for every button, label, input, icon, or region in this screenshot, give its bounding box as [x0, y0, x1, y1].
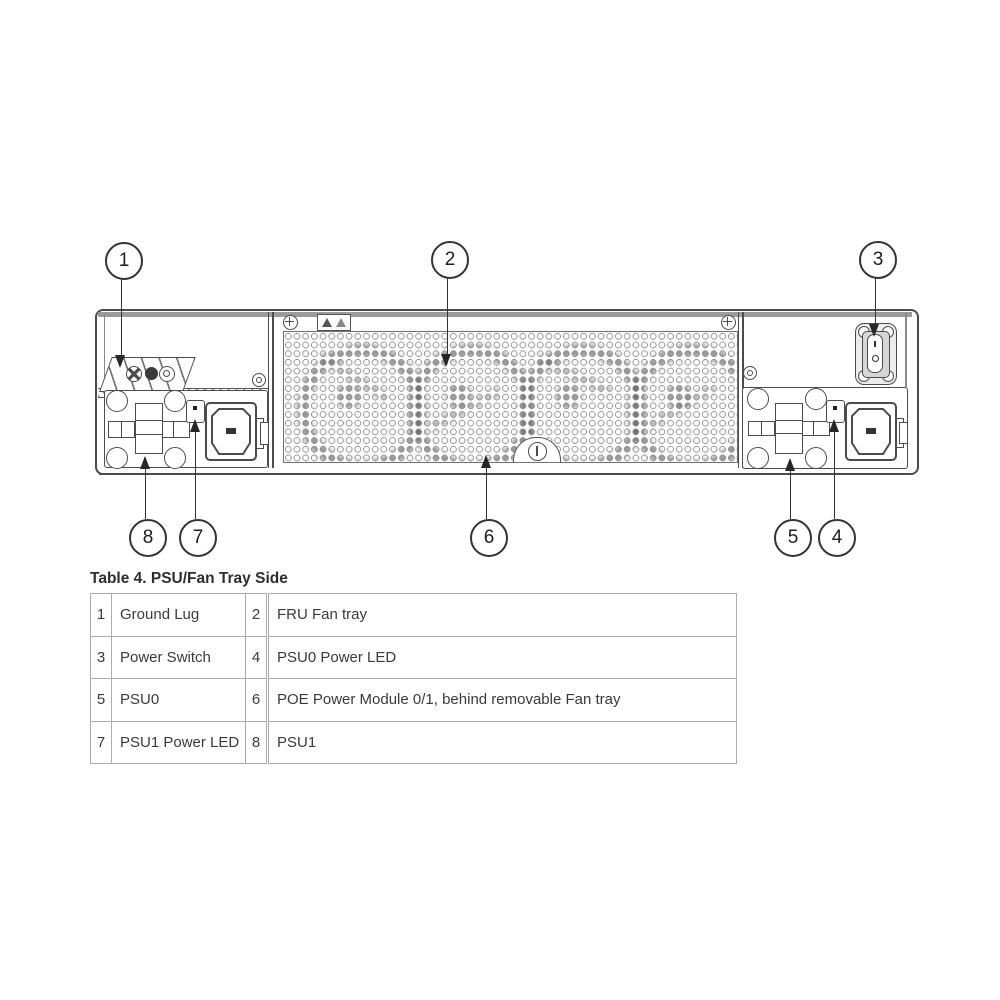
callout-8-label: 8: [142, 527, 154, 548]
psu1-handle-grip: [135, 403, 163, 454]
cell-label: PSU0 Power LED: [268, 636, 737, 679]
callout-6-arrow-line: [486, 467, 488, 519]
psu1-screw-hole: [164, 447, 186, 469]
psu0-module: [742, 387, 908, 469]
callout-2-arrow-line: [447, 275, 449, 355]
warning-triangle-icon: [336, 318, 346, 327]
handle-cross-line: [776, 433, 802, 434]
cell-callout-number: 1: [91, 594, 112, 637]
psu1-screw-hole: [164, 390, 186, 412]
psu0-screw-hole: [747, 447, 769, 469]
callout-5-label: 5: [787, 527, 799, 548]
cell-label: PSU0: [112, 679, 246, 722]
chassis-rear-panel: [95, 309, 919, 475]
callout-5: [774, 519, 812, 557]
psu0-screw-hole: [805, 388, 827, 410]
warning-label: [317, 314, 351, 331]
cell-callout-number: 3: [91, 636, 112, 679]
cell-label: Power Switch: [112, 636, 246, 679]
cell-callout-number: 5: [91, 679, 112, 722]
callout-2-label: 2: [444, 249, 456, 270]
callout-1: [105, 242, 143, 280]
callout-7-label: 7: [192, 527, 204, 548]
legend-table: [90, 593, 737, 764]
psu1-screw-hole: [106, 447, 128, 469]
grille-perforation-pattern: [284, 332, 737, 462]
handle-cross-line: [136, 420, 162, 421]
chassis-right-inner-wall: [905, 313, 907, 387]
chassis-top-rail: [98, 312, 912, 317]
fan-tray-left-divider-inner: [272, 312, 274, 468]
table-row: [91, 594, 737, 637]
callout-3-arrowhead-icon: [869, 324, 879, 337]
callout-1-label: 1: [118, 250, 130, 271]
power-off-icon: [872, 355, 879, 362]
cell-callout-number: 6: [246, 679, 268, 722]
callout-8: [129, 519, 167, 557]
handle-segment-line: [813, 422, 814, 435]
power-on-icon: [874, 341, 876, 347]
callout-5-arrow-line: [790, 470, 792, 519]
psu0-ac-inlet: [845, 402, 897, 461]
psu1-inlet-nub: [260, 422, 269, 445]
led-dot-icon: [193, 406, 198, 411]
cell-label: FRU Fan tray: [268, 594, 737, 637]
psu1-ac-inlet: [205, 402, 257, 461]
handle-segment-line: [121, 422, 122, 437]
panel-screw-left-icon: [252, 373, 266, 387]
callout-3: [859, 241, 897, 279]
psu0-screw-hole: [747, 388, 769, 410]
table-row: [91, 636, 737, 679]
power-switch-rocker: [867, 334, 883, 373]
callout-1-arrowhead-icon: [115, 355, 125, 368]
callout-2: [431, 241, 469, 279]
ground-lug-screw-icon: [126, 366, 142, 382]
ground-lug-washer-icon: [159, 366, 175, 382]
led-dot-icon: [833, 406, 838, 411]
callout-2-arrowhead-icon: [441, 354, 451, 367]
handle-cross-line: [776, 420, 802, 421]
handle-segment-line: [173, 422, 174, 437]
table-row: [91, 679, 737, 722]
psu0-handle-grip: [775, 403, 803, 454]
callout-1-arrow-line: [121, 276, 123, 356]
callout-3-label: 3: [872, 249, 884, 270]
callout-6: [470, 519, 508, 557]
handle-cross-line: [136, 434, 162, 435]
fan-tray-grille: [283, 331, 738, 463]
cell-label: Ground Lug: [112, 594, 246, 637]
table-row: [91, 721, 737, 764]
handle-segment-line: [761, 422, 762, 435]
cell-label: PSU1: [268, 721, 737, 764]
cell-label: PSU1 Power LED: [112, 721, 246, 764]
callout-7-arrow-line: [195, 431, 197, 519]
power-switch-bezel: [862, 331, 890, 378]
psu0-inlet-nub: [899, 422, 908, 444]
callout-3-arrow-line: [875, 275, 877, 325]
fan-tray-screw-left-icon: [283, 315, 298, 330]
callout-4-label: 4: [831, 527, 843, 548]
callout-4: [818, 519, 856, 557]
callout-8-arrow-line: [145, 468, 147, 519]
cell-label: POE Power Module 0/1, behind removable Fan tray: [268, 679, 737, 722]
fan-tray-screw-right-icon: [721, 315, 736, 330]
cell-callout-number: 4: [246, 636, 268, 679]
callout-4-arrow-line: [834, 431, 836, 519]
psu1-module: [104, 390, 268, 468]
fan-tray-thumbscrew-icon: [528, 442, 547, 461]
ground-lug-stud-icon: [145, 367, 158, 380]
panel-screw-right-icon: [743, 366, 757, 380]
warning-triangle-icon: [322, 318, 332, 327]
table-caption: Table 4. PSU/Fan Tray Side: [90, 570, 288, 587]
psu1-screw-hole: [106, 390, 128, 412]
cell-callout-number: 8: [246, 721, 268, 764]
cell-callout-number: 7: [91, 721, 112, 764]
callout-6-label: 6: [483, 527, 495, 548]
callout-7: [179, 519, 217, 557]
psu0-screw-hole: [805, 447, 827, 469]
cell-callout-number: 2: [246, 594, 268, 637]
